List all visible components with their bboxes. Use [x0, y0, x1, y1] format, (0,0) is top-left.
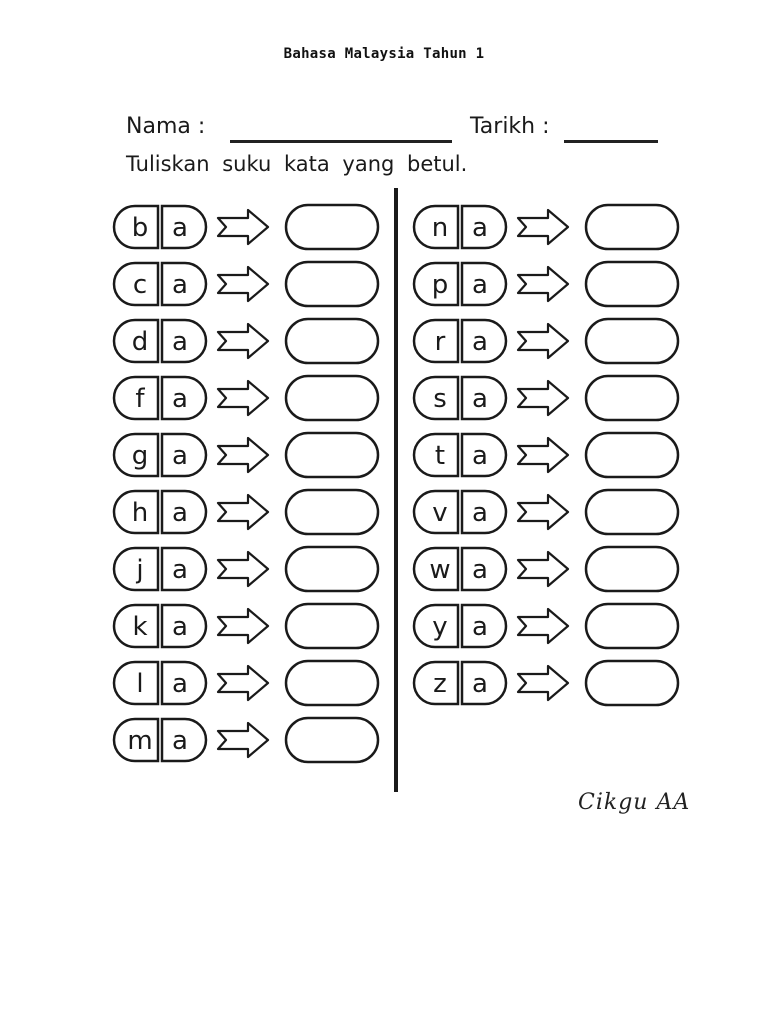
consonant-letter: t — [434, 441, 446, 471]
syllable-row — [114, 319, 378, 363]
syllable-row — [114, 661, 378, 705]
answer-box[interactable] — [586, 547, 678, 591]
answer-box[interactable] — [286, 205, 378, 249]
syllable-exercise — [90, 88, 702, 822]
syllable-row — [114, 376, 378, 420]
worksheet — [90, 88, 702, 822]
vowel-letter: a — [472, 441, 488, 471]
vowel-letter: a — [172, 498, 188, 528]
answer-box[interactable] — [286, 718, 378, 762]
arrow-right-icon — [218, 609, 268, 643]
instruction-text: Tuliskan suku kata yang betul. — [126, 152, 468, 176]
answer-box[interactable] — [286, 604, 378, 648]
vowel-letter: a — [472, 612, 488, 642]
vowel-letter: a — [172, 555, 188, 585]
answer-box[interactable] — [586, 376, 678, 420]
syllable-row — [414, 262, 678, 306]
syllable-row — [414, 547, 678, 591]
answer-box[interactable] — [586, 262, 678, 306]
arrow-right-icon — [218, 210, 268, 244]
answer-box[interactable] — [586, 490, 678, 534]
consonant-letter: y — [432, 612, 448, 642]
arrow-right-icon — [518, 381, 568, 415]
arrow-right-icon — [518, 609, 568, 643]
arrow-right-icon — [518, 495, 568, 529]
answer-box[interactable] — [286, 319, 378, 363]
consonant-letter: w — [429, 555, 451, 585]
consonant-letter: k — [132, 612, 148, 642]
vowel-letter: a — [172, 384, 188, 414]
nama-label: Nama : — [126, 114, 206, 139]
vowel-letter: a — [472, 555, 488, 585]
vowel-letter: a — [172, 441, 188, 471]
syllable-row — [114, 433, 378, 477]
syllable-row — [414, 376, 678, 420]
arrow-right-icon — [518, 210, 568, 244]
vowel-letter: a — [472, 669, 488, 699]
vowel-letter: a — [172, 669, 188, 699]
consonant-letter: f — [135, 384, 145, 414]
consonant-letter: s — [433, 384, 447, 414]
arrow-right-icon — [218, 666, 268, 700]
answer-box[interactable] — [286, 547, 378, 591]
syllable-row — [114, 718, 378, 762]
tarikh-label: Tarikh : — [470, 114, 550, 139]
vowel-letter: a — [472, 213, 488, 243]
consonant-letter: h — [131, 498, 149, 528]
consonant-letter: d — [131, 327, 149, 357]
vowel-letter: a — [172, 327, 188, 357]
vowel-letter: a — [472, 384, 488, 414]
vowel-letter: a — [172, 270, 188, 300]
syllable-row — [414, 433, 678, 477]
arrow-right-icon — [518, 267, 568, 301]
consonant-letter: l — [136, 669, 144, 699]
answer-box[interactable] — [286, 661, 378, 705]
consonant-letter: m — [127, 726, 153, 756]
vowel-letter: a — [472, 327, 488, 357]
consonant-letter: c — [132, 270, 148, 300]
arrow-right-icon — [518, 438, 568, 472]
syllable-row — [114, 490, 378, 534]
syllable-row — [114, 262, 378, 306]
arrow-right-icon — [218, 381, 268, 415]
syllable-row — [114, 604, 378, 648]
answer-box[interactable] — [286, 262, 378, 306]
answer-box[interactable] — [586, 661, 678, 705]
answer-box[interactable] — [586, 205, 678, 249]
consonant-letter: j — [136, 555, 144, 585]
arrow-right-icon — [218, 495, 268, 529]
consonant-letter: v — [432, 498, 448, 528]
vowel-letter: a — [172, 612, 188, 642]
arrow-right-icon — [218, 723, 268, 757]
arrow-right-icon — [218, 438, 268, 472]
syllable-row — [414, 319, 678, 363]
syllable-row — [414, 661, 678, 705]
vowel-letter: a — [472, 498, 488, 528]
vowel-letter: a — [472, 270, 488, 300]
arrow-right-icon — [518, 552, 568, 586]
vowel-letter: a — [172, 213, 188, 243]
answer-box[interactable] — [286, 376, 378, 420]
consonant-letter: n — [431, 213, 449, 243]
consonant-letter: g — [131, 441, 149, 471]
syllable-row — [414, 205, 678, 249]
teacher-signature: Cikgu AA — [578, 790, 691, 815]
syllable-row — [414, 604, 678, 648]
arrow-right-icon — [518, 324, 568, 358]
arrow-right-icon — [218, 267, 268, 301]
answer-box[interactable] — [286, 433, 378, 477]
vowel-letter: a — [172, 726, 188, 756]
answer-box[interactable] — [586, 604, 678, 648]
answer-box[interactable] — [286, 490, 378, 534]
consonant-letter: p — [431, 270, 449, 300]
consonant-letter: r — [434, 327, 446, 357]
syllable-row — [114, 547, 378, 591]
consonant-letter: b — [131, 213, 149, 243]
syllable-row — [114, 205, 378, 249]
arrow-right-icon — [518, 666, 568, 700]
consonant-letter: z — [433, 669, 447, 699]
answer-box[interactable] — [586, 433, 678, 477]
page-title: Bahasa Malaysia Tahun 1 — [283, 46, 485, 62]
arrow-right-icon — [218, 324, 268, 358]
syllable-row — [414, 490, 678, 534]
arrow-right-icon — [218, 552, 268, 586]
answer-box[interactable] — [586, 319, 678, 363]
